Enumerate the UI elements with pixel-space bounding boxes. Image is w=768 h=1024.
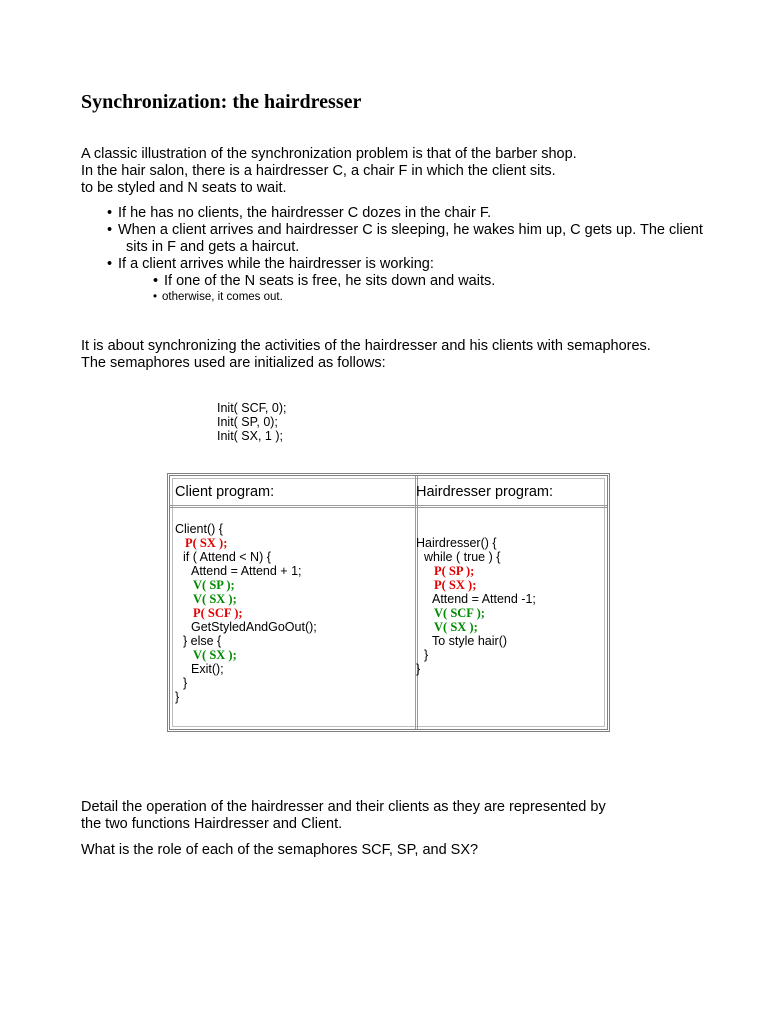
list-item-continuation [126, 239, 299, 256]
list-item-text: If one of the N seats is free, he sits down and waits. [164, 273, 496, 289]
code-line: P( SP ); [434, 564, 475, 578]
list-item-text: sits in F and gets a haircut. [126, 239, 300, 255]
program-table [167, 473, 610, 732]
bullet-icon: • [153, 291, 158, 303]
semaphore-line: The semaphores used are initialized as follows: [81, 355, 386, 371]
init-line: Init( SX, 1 ); [217, 429, 283, 443]
question-semaphore-roles: What is the role of each of the semaphores SCF, SP, and SX? [81, 842, 479, 858]
init-block [217, 401, 286, 443]
intro-line: A classic illustration of the synchronization problem is that of the barber shop. [81, 146, 577, 162]
semaphore-paragraph [81, 338, 651, 372]
code-line: } [424, 648, 429, 662]
sub-list-item [153, 289, 283, 306]
code-line: P( SX ); [434, 578, 477, 592]
list-item [107, 222, 703, 239]
code-line: if ( Attend < N) { [183, 550, 271, 564]
code-line: Client() { [175, 522, 223, 536]
code-line: GetStyledAndGoOut(); [191, 620, 317, 634]
code-line: P( SCF ); [193, 606, 243, 620]
intro-line: to be styled and N seats to wait. [81, 180, 287, 196]
code-line: } [183, 676, 188, 690]
list-item [107, 256, 434, 273]
list-item-text: If a client arrives while the hairdresser is working: [118, 256, 434, 272]
bullet-icon: • [107, 205, 113, 221]
list-item-text: If he has no clients, the hairdresser C dozes in the chair F. [118, 205, 492, 221]
sub-list-item [153, 273, 495, 290]
code-line: while ( true ) { [424, 550, 501, 564]
client-code-block [175, 522, 317, 704]
hairdresser-column-header: Hairdresser program: [416, 484, 553, 500]
code-line: Attend = Attend + 1; [191, 564, 302, 578]
code-line: V( SCF ); [434, 606, 485, 620]
code-line: } [416, 662, 421, 676]
code-line: To style hair() [432, 634, 508, 648]
intro-paragraph [81, 146, 577, 197]
code-line: V( SP ); [193, 578, 235, 592]
code-line: } else { [183, 634, 222, 648]
code-line: Hairdresser() { [416, 536, 497, 550]
bullet-icon: • [153, 273, 159, 289]
page-title: Synchronization: the hairdresser [81, 91, 362, 113]
question-paragraph [81, 799, 606, 833]
list-item [107, 205, 491, 222]
code-line: } [175, 690, 180, 704]
init-line: Init( SCF, 0); [217, 401, 287, 415]
code-line: P( SX ); [185, 536, 228, 550]
list-item-text: otherwise, it comes out. [162, 291, 283, 303]
header-divider [170, 505, 607, 508]
question-line: the two functions Hairdresser and Client. [81, 816, 343, 832]
bullet-icon: • [107, 222, 113, 238]
hairdresser-code-block [416, 536, 536, 676]
list-item-text: When a client arrives and hairdresser C is sleeping, he wakes him up, C gets up. The client [118, 222, 703, 238]
init-line: Init( SP, 0); [217, 415, 278, 429]
bullet-icon: • [107, 256, 113, 272]
code-line: V( SX ); [193, 648, 237, 662]
code-line: V( SX ); [193, 592, 237, 606]
client-column-header: Client program: [175, 484, 275, 500]
question-line: Detail the operation of the hairdresser and their clients as they are represented by [81, 799, 606, 815]
code-line: Attend = Attend -1; [432, 592, 536, 606]
semaphore-line: It is about synchronizing the activities of the hairdresser and his clients with semaphores. [81, 338, 651, 354]
code-line: Exit(); [191, 662, 224, 676]
code-line: V( SX ); [434, 620, 478, 634]
intro-line: In the hair salon, there is a hairdresser C, a chair F in which the client sits. [81, 163, 556, 179]
